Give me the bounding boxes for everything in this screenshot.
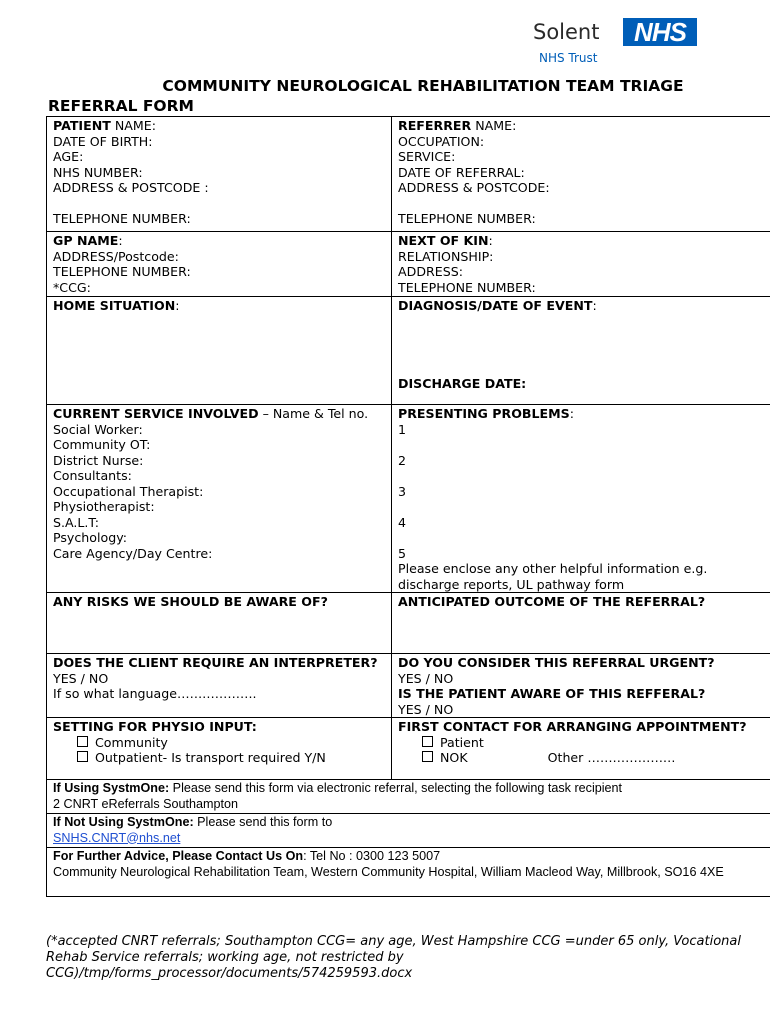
community-checkbox[interactable] bbox=[77, 736, 88, 747]
advice-label: For Further Advice, Please Contact Us On bbox=[53, 849, 304, 863]
table-row bbox=[47, 848, 770, 897]
presenting-problems-heading: PRESENTING PROBLEMS bbox=[398, 406, 570, 421]
home-heading-colon: : bbox=[175, 298, 180, 313]
current-service-item: Psychology: bbox=[53, 530, 127, 545]
problem-number: 3 bbox=[398, 483, 407, 499]
home-situation-heading: HOME SITUATION bbox=[53, 298, 176, 313]
table-row bbox=[47, 654, 770, 718]
patient-name-label: NAME: bbox=[110, 118, 156, 133]
kin-heading-colon: : bbox=[488, 233, 493, 248]
urgency-cell[interactable] bbox=[392, 654, 770, 718]
not-systmone-label: If Not Using SystmOne: bbox=[53, 815, 194, 829]
referrer-name-label: NAME: bbox=[471, 118, 517, 133]
patient-telephone-label: TELEPHONE NUMBER: bbox=[53, 211, 191, 226]
urgent-heading: DO YOU CONSIDER THIS REFERRAL URGENT? bbox=[398, 655, 715, 670]
interpreter-heading: DOES THE CLIENT REQUIRE AN INTERPRETER? bbox=[53, 655, 378, 670]
outpatient-checkbox[interactable] bbox=[77, 751, 88, 762]
anticipated-outcome-heading: ANTICIPATED OUTCOME OF THE REFERRAL? bbox=[398, 594, 706, 609]
patient-dob-label: DATE OF BIRTH: bbox=[53, 133, 153, 149]
current-service-item: Care Agency/Day Centre: bbox=[53, 545, 213, 561]
advice-telephone: : Tel No : 0300 123 5007 bbox=[303, 849, 441, 863]
urgent-yes-no[interactable]: YES / NO bbox=[398, 670, 454, 686]
gp-ccg-label: *CCG: bbox=[53, 279, 91, 295]
presenting-problems-note: Please enclose any other helpful information e.g. discharge reports, UL pathway form bbox=[398, 561, 708, 592]
kin-address-label: ADDRESS: bbox=[398, 264, 463, 279]
cnrt-email-link[interactable]: SNHS.CNRT@nhs.net bbox=[53, 830, 181, 845]
table-row bbox=[47, 718, 770, 780]
logo-solent-word: Solent bbox=[533, 20, 600, 44]
logo-trust-text: NHS Trust bbox=[539, 51, 598, 65]
current-service-item: Community OT: bbox=[53, 437, 151, 452]
table-row bbox=[47, 232, 770, 297]
diagnosis-heading-colon: : bbox=[592, 298, 597, 313]
systmone-recipient: 2 CNRT eReferrals Southampton bbox=[53, 796, 239, 811]
current-service-item: S.A.L.T: bbox=[53, 514, 99, 530]
current-service-item: District Nurse: bbox=[53, 452, 144, 468]
referrer-heading: REFERRER bbox=[398, 118, 472, 133]
non-systmone-instructions bbox=[47, 814, 770, 848]
table-row bbox=[47, 117, 770, 232]
presenting-problems-cell[interactable] bbox=[392, 405, 770, 593]
form-title-line2: REFERRAL FORM bbox=[48, 97, 194, 115]
patient-nhs-number-label: NHS NUMBER: bbox=[53, 164, 143, 180]
patient-aware-yes-no[interactable]: YES / NO bbox=[398, 701, 454, 717]
risks-cell[interactable] bbox=[47, 593, 392, 654]
referrer-telephone-label: TELEPHONE NUMBER: bbox=[398, 211, 536, 226]
nok-contact-checkbox[interactable] bbox=[422, 751, 433, 762]
problem-number: 4 bbox=[398, 514, 407, 530]
gp-heading: GP NAME bbox=[53, 233, 119, 248]
table-row bbox=[47, 593, 770, 654]
presenting-heading-colon: : bbox=[569, 406, 574, 421]
discharge-date-label: DISCHARGE DATE: bbox=[398, 375, 527, 391]
patient-contact-checkbox[interactable] bbox=[422, 736, 433, 747]
further-advice-section bbox=[47, 848, 770, 897]
first-contact-heading: FIRST CONTACT FOR ARRANGING APPOINTMENT? bbox=[398, 719, 747, 734]
interpreter-cell[interactable] bbox=[47, 654, 392, 718]
referral-form-table bbox=[46, 116, 770, 897]
current-service-item: Consultants: bbox=[53, 468, 132, 483]
gp-heading-colon: : bbox=[118, 233, 123, 248]
current-service-subheading: – Name & Tel no. bbox=[258, 406, 369, 421]
anticipated-outcome-cell[interactable] bbox=[392, 593, 770, 654]
patient-aware-heading: IS THE PATIENT AWARE OF THIS REFFERAL? bbox=[398, 686, 706, 701]
current-service-item: Social Worker: bbox=[53, 421, 143, 437]
table-row bbox=[47, 297, 770, 405]
gp-telephone-label: TELEPHONE NUMBER: bbox=[53, 264, 191, 279]
not-systmone-text: Please send this form to bbox=[193, 815, 333, 829]
systmone-text: Please send this form via electronic referral, selecting the following task recipient bbox=[169, 781, 623, 795]
physio-setting-heading: SETTING FOR PHYSIO INPUT: bbox=[53, 719, 257, 734]
form-title-line1: COMMUNITY NEUROLOGICAL REHABILITATION TEAM TRIAGE bbox=[162, 77, 684, 95]
referrer-service-label: SERVICE: bbox=[398, 149, 456, 164]
physio-setting-cell bbox=[47, 718, 392, 780]
systmone-instructions bbox=[47, 780, 770, 814]
table-row bbox=[47, 405, 770, 593]
logo-nhs-badge: NHS bbox=[623, 18, 697, 46]
current-service-item: Physiotherapist: bbox=[53, 499, 155, 514]
current-service-item: Occupational Therapist: bbox=[53, 483, 204, 499]
current-service-heading: CURRENT SERVICE INVOLVED bbox=[53, 406, 259, 421]
referrer-address-label: ADDRESS & POSTCODE: bbox=[398, 180, 550, 195]
kin-relationship-label: RELATIONSHIP: bbox=[398, 248, 494, 264]
other-contact-label[interactable]: Other ………………… bbox=[547, 750, 676, 765]
advice-address: Community Neurological Rehabilitation Team, Western Community Hospital, William Macleod Way, Millbrook, SO16 4XE bbox=[53, 864, 724, 879]
diagnosis-heading: DIAGNOSIS/DATE OF EVENT bbox=[398, 298, 593, 313]
gp-details-cell[interactable] bbox=[47, 232, 392, 297]
kin-telephone-label: TELEPHONE NUMBER: bbox=[398, 279, 536, 295]
solent-nhs-logo bbox=[533, 16, 703, 66]
gp-address-label: ADDRESS/Postcode: bbox=[53, 248, 179, 264]
systmone-label: If Using SystmOne: bbox=[53, 781, 170, 795]
risks-heading: ANY RISKS WE SHOULD BE AWARE OF? bbox=[53, 594, 328, 609]
table-row bbox=[47, 780, 770, 814]
patient-age-label: AGE: bbox=[53, 149, 84, 164]
patient-contact-label: Patient bbox=[440, 734, 484, 750]
form-title bbox=[48, 76, 738, 116]
patient-address-label: ADDRESS & POSTCODE : bbox=[53, 180, 209, 195]
referral-date-label: DATE OF REFERRAL: bbox=[398, 164, 525, 180]
referrer-details-cell[interactable] bbox=[392, 117, 770, 232]
current-service-cell[interactable] bbox=[47, 405, 392, 593]
community-option-label: Community bbox=[95, 734, 168, 750]
outpatient-option-label: Outpatient- Is transport required Y/N bbox=[95, 750, 326, 765]
ccg-footnote: (*accepted CNRT referrals; Southampton CCG= any age, West Hampshire CCG =under 65 only, Vocational Rehab Service referrals; working age, not restricted by CCG)/tmp/forms_processor/documents/574259593.docx bbox=[46, 934, 741, 981]
problem-number: 1 bbox=[398, 421, 407, 437]
patient-details-cell[interactable] bbox=[47, 117, 392, 232]
problem-number: 5 bbox=[398, 545, 407, 561]
patient-heading: PATIENT bbox=[53, 118, 111, 133]
kin-heading: NEXT OF KIN bbox=[398, 233, 489, 248]
nok-contact-label: NOK bbox=[440, 750, 468, 765]
interpreter-yes-no[interactable]: YES / NO bbox=[53, 670, 109, 686]
table-row bbox=[47, 814, 770, 848]
diagnosis-cell[interactable] bbox=[392, 297, 770, 405]
home-situation-cell[interactable] bbox=[47, 297, 392, 405]
next-of-kin-cell[interactable] bbox=[392, 232, 770, 297]
first-contact-cell bbox=[392, 718, 770, 780]
interpreter-language-label: If so what language………………. bbox=[53, 686, 257, 701]
problem-number: 2 bbox=[398, 452, 407, 468]
referrer-occupation-label: OCCUPATION: bbox=[398, 133, 485, 149]
